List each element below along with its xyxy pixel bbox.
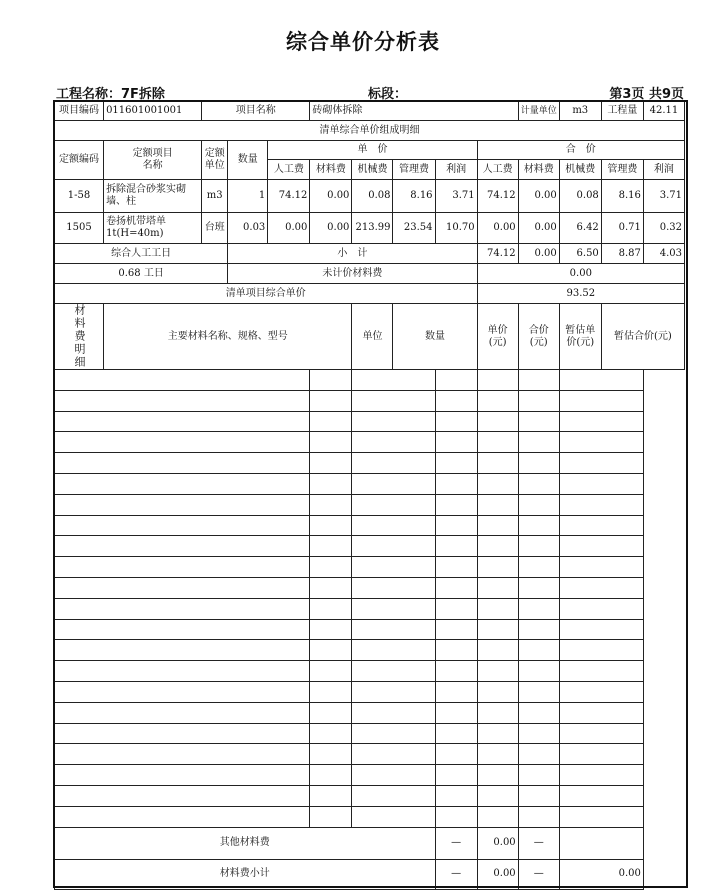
material-cell bbox=[352, 557, 435, 578]
mat-col-est-total: 暂估合价(元) bbox=[601, 304, 684, 370]
material-cell bbox=[352, 785, 435, 806]
material-cell bbox=[518, 577, 559, 598]
mat-col-price: 单价(元) bbox=[477, 304, 518, 370]
labor-day-label: 综合人工工日 bbox=[55, 244, 228, 264]
material-cell bbox=[435, 744, 477, 765]
item-name: 砖砌体拆除 bbox=[310, 102, 518, 121]
material-cell bbox=[352, 681, 435, 702]
material-cell bbox=[435, 515, 477, 536]
material-cell bbox=[559, 557, 643, 578]
other-material-label: 其他材料费 bbox=[55, 827, 436, 859]
item-qty-label: 工程量 bbox=[601, 102, 643, 121]
material-cell bbox=[518, 411, 559, 432]
material-cell bbox=[518, 765, 559, 786]
material-cell bbox=[518, 494, 559, 515]
material-cell bbox=[559, 536, 643, 557]
row-code: 1-58 bbox=[55, 180, 104, 213]
material-cell bbox=[310, 744, 352, 765]
material-cell bbox=[559, 723, 643, 744]
material-cell bbox=[518, 702, 559, 723]
material-row bbox=[55, 453, 685, 474]
other-material-est-total bbox=[559, 827, 643, 859]
material-cell bbox=[352, 640, 435, 661]
col-quota-name: 定额项目名称 bbox=[104, 141, 202, 180]
material-row bbox=[55, 785, 685, 806]
material-cell bbox=[477, 494, 518, 515]
material-cell bbox=[310, 411, 352, 432]
material-cell bbox=[518, 598, 559, 619]
material-cell bbox=[310, 473, 352, 494]
material-cell bbox=[435, 411, 477, 432]
row-u-labor: 74.12 bbox=[268, 180, 310, 213]
material-cell bbox=[559, 432, 643, 453]
material-cell bbox=[477, 453, 518, 474]
material-cell bbox=[477, 681, 518, 702]
material-cell bbox=[559, 390, 643, 411]
unpriced-value: 0.00 bbox=[477, 264, 684, 284]
material-cell bbox=[559, 702, 643, 723]
row-t-profit: 0.32 bbox=[643, 213, 684, 244]
material-subtotal-est-total: 0.00 bbox=[559, 859, 643, 889]
mat-col-name: 主要材料名称、规格、型号 bbox=[104, 304, 352, 370]
material-cell bbox=[518, 536, 559, 557]
material-subtotal-est: — bbox=[518, 859, 559, 889]
col-unit-price: 单 价 bbox=[268, 141, 477, 160]
col-u-material: 材料费 bbox=[310, 160, 352, 180]
mat-col-qty: 数量 bbox=[393, 304, 477, 370]
material-cell bbox=[55, 765, 310, 786]
material-cell bbox=[55, 473, 310, 494]
material-cell bbox=[55, 411, 310, 432]
material-cell bbox=[477, 806, 518, 827]
material-row bbox=[55, 577, 685, 598]
material-cell bbox=[518, 619, 559, 640]
material-cell bbox=[477, 765, 518, 786]
material-cell bbox=[435, 370, 477, 391]
material-cell bbox=[55, 557, 310, 578]
material-cell bbox=[352, 494, 435, 515]
col-t-profit: 利润 bbox=[643, 160, 684, 180]
col-t-mgmt: 管理费 bbox=[601, 160, 643, 180]
row-u-mgmt: 8.16 bbox=[393, 180, 435, 213]
material-cell bbox=[477, 661, 518, 682]
material-cell bbox=[55, 640, 310, 661]
material-cell bbox=[435, 661, 477, 682]
material-cell bbox=[477, 785, 518, 806]
material-cell bbox=[518, 557, 559, 578]
page-title: 综合单价分析表 bbox=[286, 30, 440, 54]
material-cell bbox=[559, 619, 643, 640]
material-cell bbox=[477, 411, 518, 432]
material-cell bbox=[477, 744, 518, 765]
material-cell bbox=[518, 661, 559, 682]
material-cell bbox=[352, 598, 435, 619]
material-cell bbox=[559, 744, 643, 765]
material-cell bbox=[559, 681, 643, 702]
material-row bbox=[55, 806, 685, 827]
composition-title: 清单综合单价组成明细 bbox=[55, 121, 685, 141]
mat-col-total: 合价(元) bbox=[518, 304, 559, 370]
col-total: 合 价 bbox=[477, 141, 684, 160]
material-cell bbox=[518, 390, 559, 411]
col-u-labor: 人工费 bbox=[268, 160, 310, 180]
material-cell bbox=[55, 494, 310, 515]
row-u-machine: 213.99 bbox=[352, 213, 393, 244]
material-cell bbox=[55, 453, 310, 474]
other-material-est: — bbox=[518, 827, 559, 859]
row-name: 拆除混合砂浆实砌墙、柱 bbox=[104, 180, 202, 213]
material-row bbox=[55, 661, 685, 682]
material-row bbox=[55, 681, 685, 702]
material-cell bbox=[518, 723, 559, 744]
material-cell bbox=[310, 785, 352, 806]
material-cell bbox=[55, 577, 310, 598]
material-cell bbox=[518, 681, 559, 702]
sub-labor: 74.12 bbox=[477, 244, 518, 264]
material-cell bbox=[310, 702, 352, 723]
material-cell bbox=[477, 370, 518, 391]
item-code: 011601001001 bbox=[104, 102, 202, 121]
labor-day-value: 0.68 工日 bbox=[55, 264, 228, 284]
material-cell bbox=[518, 370, 559, 391]
material-cell bbox=[559, 515, 643, 536]
material-cell bbox=[352, 661, 435, 682]
material-cell bbox=[310, 557, 352, 578]
material-cell bbox=[477, 432, 518, 453]
material-cell bbox=[310, 765, 352, 786]
material-cell bbox=[310, 661, 352, 682]
row-u-machine: 0.08 bbox=[352, 180, 393, 213]
material-cell bbox=[477, 619, 518, 640]
material-cell bbox=[55, 619, 310, 640]
material-cell bbox=[352, 453, 435, 474]
row-t-material: 0.00 bbox=[518, 180, 559, 213]
material-cell bbox=[352, 806, 435, 827]
material-cell bbox=[435, 681, 477, 702]
material-cell bbox=[435, 536, 477, 557]
material-row bbox=[55, 640, 685, 661]
item-unit-label: 计量单位 bbox=[518, 102, 559, 121]
row-t-machine: 0.08 bbox=[559, 180, 601, 213]
material-cell bbox=[55, 744, 310, 765]
material-cell bbox=[477, 536, 518, 557]
item-code-label: 项目编码 bbox=[55, 102, 104, 121]
col-quota-code: 定额编码 bbox=[55, 141, 104, 180]
row-qty: 0.03 bbox=[228, 213, 268, 244]
material-subtotal-total: 0.00 bbox=[477, 859, 518, 889]
material-cell bbox=[435, 765, 477, 786]
row-unit: 台班 bbox=[202, 213, 228, 244]
material-cell bbox=[435, 453, 477, 474]
material-cell bbox=[310, 515, 352, 536]
row-code: 1505 bbox=[55, 213, 104, 244]
material-cell bbox=[559, 785, 643, 806]
material-cell bbox=[310, 432, 352, 453]
row-t-mgmt: 0.71 bbox=[601, 213, 643, 244]
material-cell bbox=[352, 432, 435, 453]
row-t-profit: 3.71 bbox=[643, 180, 684, 213]
material-cell bbox=[477, 557, 518, 578]
material-cell bbox=[310, 370, 352, 391]
row-u-labor: 0.00 bbox=[268, 213, 310, 244]
material-cell bbox=[435, 598, 477, 619]
row-qty: 1 bbox=[228, 180, 268, 213]
material-cell bbox=[55, 661, 310, 682]
row-u-profit: 3.71 bbox=[435, 180, 477, 213]
row-name: 卷扬机带塔单1t(H=40m) bbox=[104, 213, 202, 244]
material-cell bbox=[559, 598, 643, 619]
material-cell bbox=[352, 536, 435, 557]
item-unit: m3 bbox=[559, 102, 601, 121]
material-cell bbox=[352, 411, 435, 432]
mat-col-unit: 单位 bbox=[352, 304, 393, 370]
material-cell bbox=[55, 723, 310, 744]
material-cell bbox=[435, 640, 477, 661]
material-cell bbox=[435, 473, 477, 494]
material-cell bbox=[352, 702, 435, 723]
material-cell bbox=[310, 390, 352, 411]
material-cell bbox=[55, 785, 310, 806]
col-t-machine: 机械费 bbox=[559, 160, 601, 180]
material-cell bbox=[559, 411, 643, 432]
material-cell bbox=[518, 453, 559, 474]
material-cell bbox=[435, 619, 477, 640]
material-cell bbox=[352, 723, 435, 744]
section-label: 标段： bbox=[368, 87, 408, 102]
material-cell bbox=[55, 536, 310, 557]
col-u-mgmt: 管理费 bbox=[393, 160, 435, 180]
material-cell bbox=[310, 619, 352, 640]
material-row bbox=[55, 473, 685, 494]
material-cell bbox=[435, 390, 477, 411]
material-row bbox=[55, 515, 685, 536]
material-subtotal-price: — bbox=[435, 859, 477, 889]
material-row bbox=[55, 432, 685, 453]
unit-price-label: 清单项目综合单价 bbox=[55, 284, 478, 304]
material-cell bbox=[435, 785, 477, 806]
table-row bbox=[55, 213, 685, 244]
material-cell bbox=[352, 390, 435, 411]
material-cell bbox=[559, 453, 643, 474]
material-cell bbox=[310, 494, 352, 515]
material-cell bbox=[435, 577, 477, 598]
row-u-material: 0.00 bbox=[310, 180, 352, 213]
material-cell bbox=[559, 806, 643, 827]
material-cell bbox=[55, 370, 310, 391]
sub-mgmt: 8.87 bbox=[601, 244, 643, 264]
col-quantity: 数量 bbox=[228, 141, 268, 180]
material-cell bbox=[435, 494, 477, 515]
material-cell bbox=[310, 681, 352, 702]
material-cell bbox=[435, 723, 477, 744]
material-cell bbox=[435, 702, 477, 723]
material-cell bbox=[518, 432, 559, 453]
sub-machine: 6.50 bbox=[559, 244, 601, 264]
material-subtotal-label: 材料费小计 bbox=[55, 859, 436, 889]
material-cell bbox=[352, 619, 435, 640]
material-cell bbox=[352, 370, 435, 391]
unpriced-label: 未计价材料费 bbox=[228, 264, 477, 284]
table-row bbox=[55, 180, 685, 213]
material-cell bbox=[310, 598, 352, 619]
material-row bbox=[55, 619, 685, 640]
material-cell bbox=[55, 390, 310, 411]
material-cell bbox=[55, 806, 310, 827]
row-t-material: 0.00 bbox=[518, 213, 559, 244]
material-cell bbox=[352, 765, 435, 786]
material-cell bbox=[55, 702, 310, 723]
material-row bbox=[55, 390, 685, 411]
material-cell bbox=[477, 473, 518, 494]
material-cell bbox=[55, 515, 310, 536]
material-row bbox=[55, 370, 685, 391]
material-cell bbox=[518, 640, 559, 661]
material-cell bbox=[55, 681, 310, 702]
col-quota-unit: 定额单位 bbox=[202, 141, 228, 180]
material-cell bbox=[477, 598, 518, 619]
page-number: 第3页 共9页 bbox=[609, 87, 684, 102]
material-row bbox=[55, 765, 685, 786]
material-cell bbox=[559, 577, 643, 598]
row-u-mgmt: 23.54 bbox=[393, 213, 435, 244]
row-t-labor: 0.00 bbox=[477, 213, 518, 244]
material-row bbox=[55, 723, 685, 744]
material-cell bbox=[518, 806, 559, 827]
material-cell bbox=[310, 536, 352, 557]
material-row bbox=[55, 557, 685, 578]
item-qty: 42.11 bbox=[643, 102, 684, 121]
material-cell bbox=[55, 598, 310, 619]
sub-profit: 4.03 bbox=[643, 244, 684, 264]
material-cell bbox=[559, 494, 643, 515]
row-u-profit: 10.70 bbox=[435, 213, 477, 244]
row-u-material: 0.00 bbox=[310, 213, 352, 244]
col-u-profit: 利润 bbox=[435, 160, 477, 180]
material-cell bbox=[310, 577, 352, 598]
material-cell bbox=[518, 744, 559, 765]
material-row bbox=[55, 598, 685, 619]
sub-material: 0.00 bbox=[518, 244, 559, 264]
material-cell bbox=[559, 640, 643, 661]
material-cell bbox=[435, 806, 477, 827]
row-unit: m3 bbox=[202, 180, 228, 213]
other-material-total: 0.00 bbox=[477, 827, 518, 859]
col-t-material: 材料费 bbox=[518, 160, 559, 180]
material-cell bbox=[477, 702, 518, 723]
material-cell bbox=[518, 785, 559, 806]
material-cell bbox=[310, 723, 352, 744]
material-cell bbox=[518, 515, 559, 536]
material-cell bbox=[477, 640, 518, 661]
col-u-machine: 机械费 bbox=[352, 160, 393, 180]
material-row bbox=[55, 411, 685, 432]
material-cell bbox=[477, 723, 518, 744]
material-cell bbox=[352, 473, 435, 494]
material-cell bbox=[477, 577, 518, 598]
material-row bbox=[55, 494, 685, 515]
analysis-table bbox=[54, 101, 685, 890]
material-row bbox=[55, 536, 685, 557]
material-cell bbox=[559, 473, 643, 494]
material-cell bbox=[352, 744, 435, 765]
material-cell bbox=[559, 765, 643, 786]
row-t-mgmt: 8.16 bbox=[601, 180, 643, 213]
material-cell bbox=[559, 661, 643, 682]
material-cell bbox=[310, 640, 352, 661]
unit-price-value: 93.52 bbox=[477, 284, 684, 304]
subtotal-label: 小 计 bbox=[228, 244, 477, 264]
material-cell bbox=[559, 370, 643, 391]
material-cell bbox=[518, 473, 559, 494]
material-cell bbox=[55, 432, 310, 453]
mat-col-est-price: 暂估单价(元) bbox=[559, 304, 601, 370]
material-cell bbox=[310, 453, 352, 474]
materials-side-label: 材料费明细 bbox=[55, 304, 104, 370]
material-row bbox=[55, 702, 685, 723]
row-t-machine: 6.42 bbox=[559, 213, 601, 244]
material-cell bbox=[435, 432, 477, 453]
material-cell bbox=[477, 390, 518, 411]
material-cell bbox=[352, 577, 435, 598]
material-cell bbox=[435, 557, 477, 578]
item-name-label: 项目名称 bbox=[202, 102, 310, 121]
row-t-labor: 74.12 bbox=[477, 180, 518, 213]
project-name: 工程名称：7F拆除 bbox=[56, 87, 165, 102]
material-cell bbox=[310, 806, 352, 827]
col-t-labor: 人工费 bbox=[477, 160, 518, 180]
material-cell bbox=[477, 515, 518, 536]
material-cell bbox=[352, 515, 435, 536]
other-material-price: — bbox=[435, 827, 477, 859]
material-row bbox=[55, 744, 685, 765]
